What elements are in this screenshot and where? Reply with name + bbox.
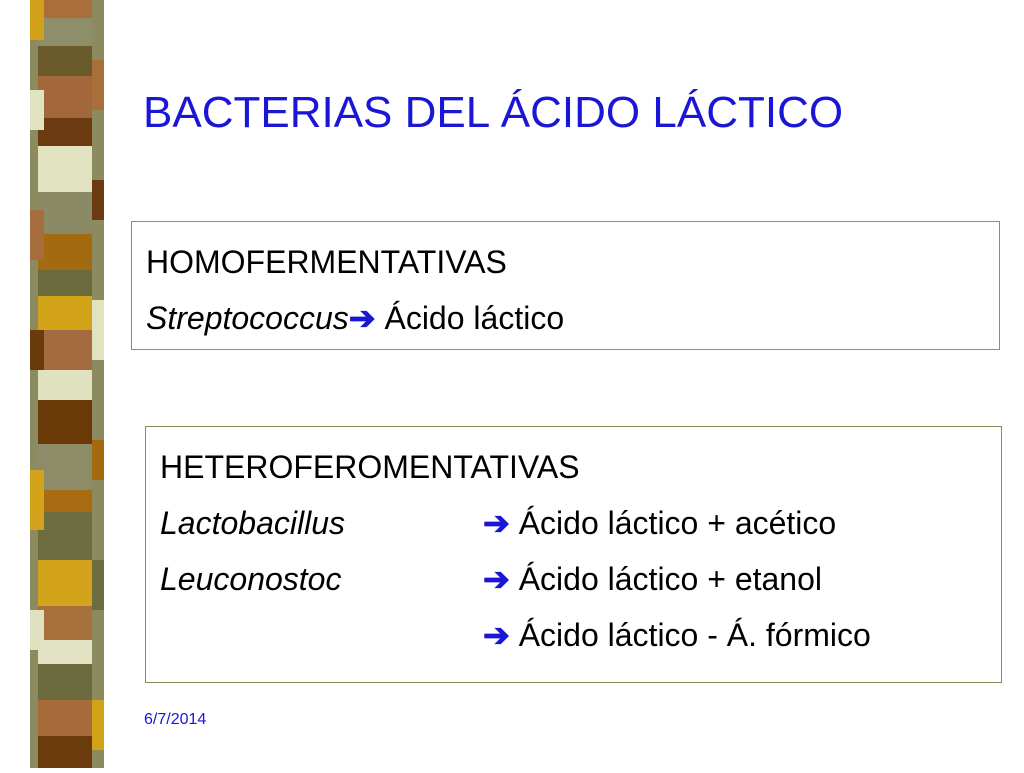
arrow-right-icon: ➔ [483,505,510,541]
hetero-product: Ácido láctico + etanol [509,561,822,597]
homo-product: Ácido láctico [375,300,565,336]
hetero-row [160,551,1001,607]
arrow-right-icon: ➔ [483,617,510,653]
heterofermentative-box [145,426,1002,683]
hetero-result [483,607,871,663]
slide-title: BACTERIAS DEL ÁCIDO LÁCTICO [143,88,844,137]
hetero-result [483,551,822,607]
homo-organism: Streptococcus [146,300,349,336]
hetero-heading: HETEROFEROMENTATIVAS [160,449,580,485]
homo-row [146,290,999,346]
arrow-right-icon: ➔ [348,300,376,336]
decorative-stripe-border [0,0,118,768]
hetero-row [160,607,1001,663]
hetero-result [483,495,836,551]
hetero-organism: Leuconostoc [160,561,342,597]
arrow-right-icon: ➔ [483,561,510,597]
hetero-row [160,495,1001,551]
hetero-product: Ácido láctico - Á. fórmico [509,617,871,653]
hetero-organism: Lactobacillus [160,505,345,541]
hetero-product: Ácido láctico + acético [509,505,837,541]
homofermentative-box [131,221,1000,350]
homo-heading: HOMOFERMENTATIVAS [146,244,507,280]
slide-date: 6/7/2014 [144,711,207,728]
stripe-pattern [0,0,118,768]
